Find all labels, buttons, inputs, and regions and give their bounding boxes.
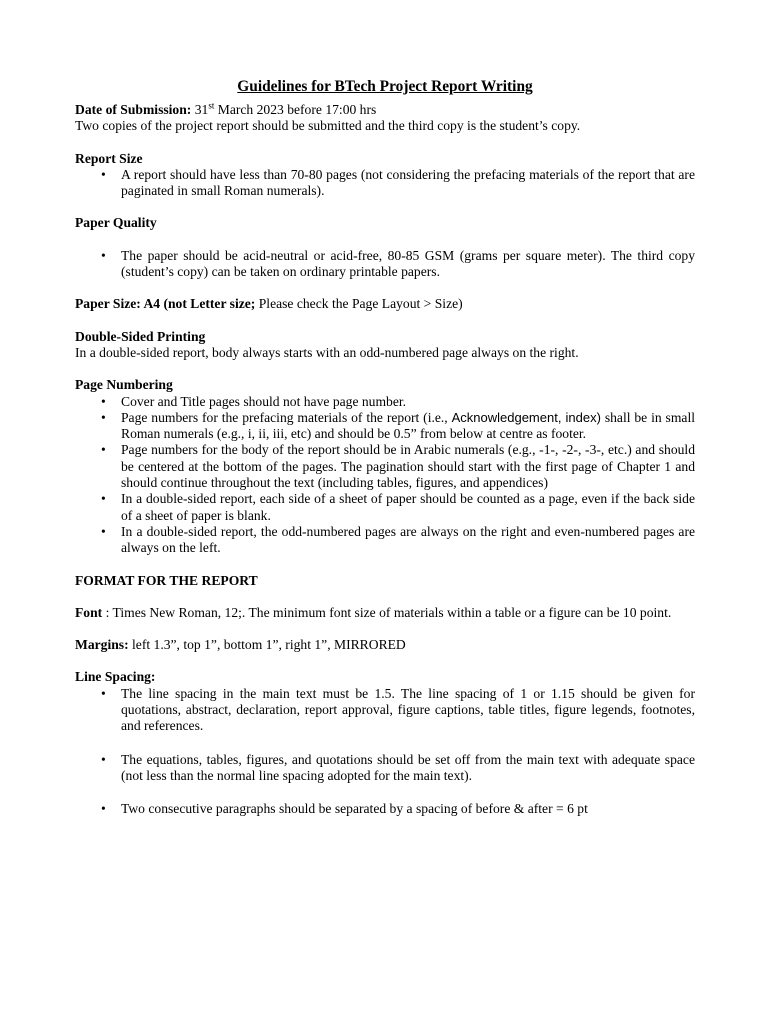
- list-item-text: shall be in small Roman numerals (e.g., i, ii, iii, etc) and should be 0.5” from below at centre as footer.: [121, 409, 695, 442]
- submission-day: 31: [194, 102, 209, 117]
- paper-size-line: [75, 296, 695, 312]
- margins-text: left 1.3”, top 1”, bottom 1”, right 1”, MIRRORED: [128, 637, 406, 653]
- list-item: • A report should have less than 70-80 pages (not considering the prefacing materials of the report that are paginated in small Roman numerals).: [75, 167, 695, 200]
- line-spacing-list: [75, 686, 695, 818]
- page-numbering-heading: Page Numbering: [75, 377, 173, 393]
- paper-size-label: Paper Size: A4 (not Letter size;: [75, 296, 256, 312]
- list-item-text: Acknowledgement, index): [451, 409, 601, 425]
- paper-quality-heading: Paper Quality: [75, 215, 157, 231]
- list-item: • The paper should be acid-neutral or acid-free, 80-85 GSM (grams per square meter). The third copy (student’s copy) can be taken on ordinary printable papers.: [75, 248, 695, 281]
- list-item: • The equations, tables, figures, and quotations should be set off from the main text with adequate space (not less than the normal line spacing adopted for the main text).: [75, 752, 695, 785]
- list-item: [75, 410, 695, 443]
- copies-text: Two copies of the project report should be submitted and the third copy is the student’s copy.: [75, 118, 581, 134]
- font-label: Font: [75, 604, 103, 620]
- margins-line: [75, 637, 695, 653]
- list-item: • Cover and Title pages should not have page number.: [75, 394, 695, 410]
- list-item: • In a double-sided report, the odd-numbered pages are always on the right and even-numbered pages are always on the left.: [75, 524, 695, 557]
- double-sided-heading: Double-Sided Printing: [75, 328, 206, 344]
- font-text: : Times New Roman, 12;. The minimum font size of materials within a table or a figure can be 10 point.: [102, 604, 672, 620]
- submission-date-line: [75, 102, 695, 118]
- report-size-heading: Report Size: [75, 150, 143, 166]
- report-size-list: [75, 167, 695, 200]
- double-sided-text: In a double-sided report, body always starts with an odd-numbered page always on the right.: [75, 344, 579, 360]
- submission-day-suffix: st: [208, 100, 215, 111]
- list-item: • Page numbers for the body of the report should be in Arabic numerals (e.g., -1-, -2-, -3-, etc.) and should be centered at the bottom of the pages. The pagination should start with the first page of Chapter 1 and should continue throughout the text (including tables, figures, and appendices): [75, 442, 695, 491]
- font-line: [75, 605, 695, 621]
- paper-quality-list: [75, 248, 695, 281]
- paper-size-text: Please check the Page Layout > Size): [255, 296, 463, 312]
- page-numbering-list: [75, 394, 695, 557]
- submission-date-label: Date of Submission:: [75, 102, 192, 117]
- submission-date-value: March 2023 before 17:00 hrs: [214, 102, 377, 117]
- list-item: • In a double-sided report, each side of a sheet of paper should be counted as a page, even if the back side of a sheet of paper is blank.: [75, 491, 695, 524]
- page-title: Guidelines for BTech Project Report Writing: [237, 78, 533, 95]
- format-heading: FORMAT FOR THE REPORT: [75, 572, 258, 588]
- margins-label: Margins:: [75, 637, 129, 653]
- list-item-text: Page numbers for the prefacing materials of the report (i.e.,: [121, 409, 452, 425]
- list-item: • Two consecutive paragraphs should be separated by a spacing of before & after = 6 pt: [75, 801, 695, 817]
- list-item: • The line spacing in the main text must be 1.5. The line spacing of 1 or 1.15 should be given for quotations, abstract, declaration, report approval, figure captions, table titles, figure legends, footnotes, and references.: [75, 686, 695, 735]
- line-spacing-heading: Line Spacing:: [75, 669, 156, 685]
